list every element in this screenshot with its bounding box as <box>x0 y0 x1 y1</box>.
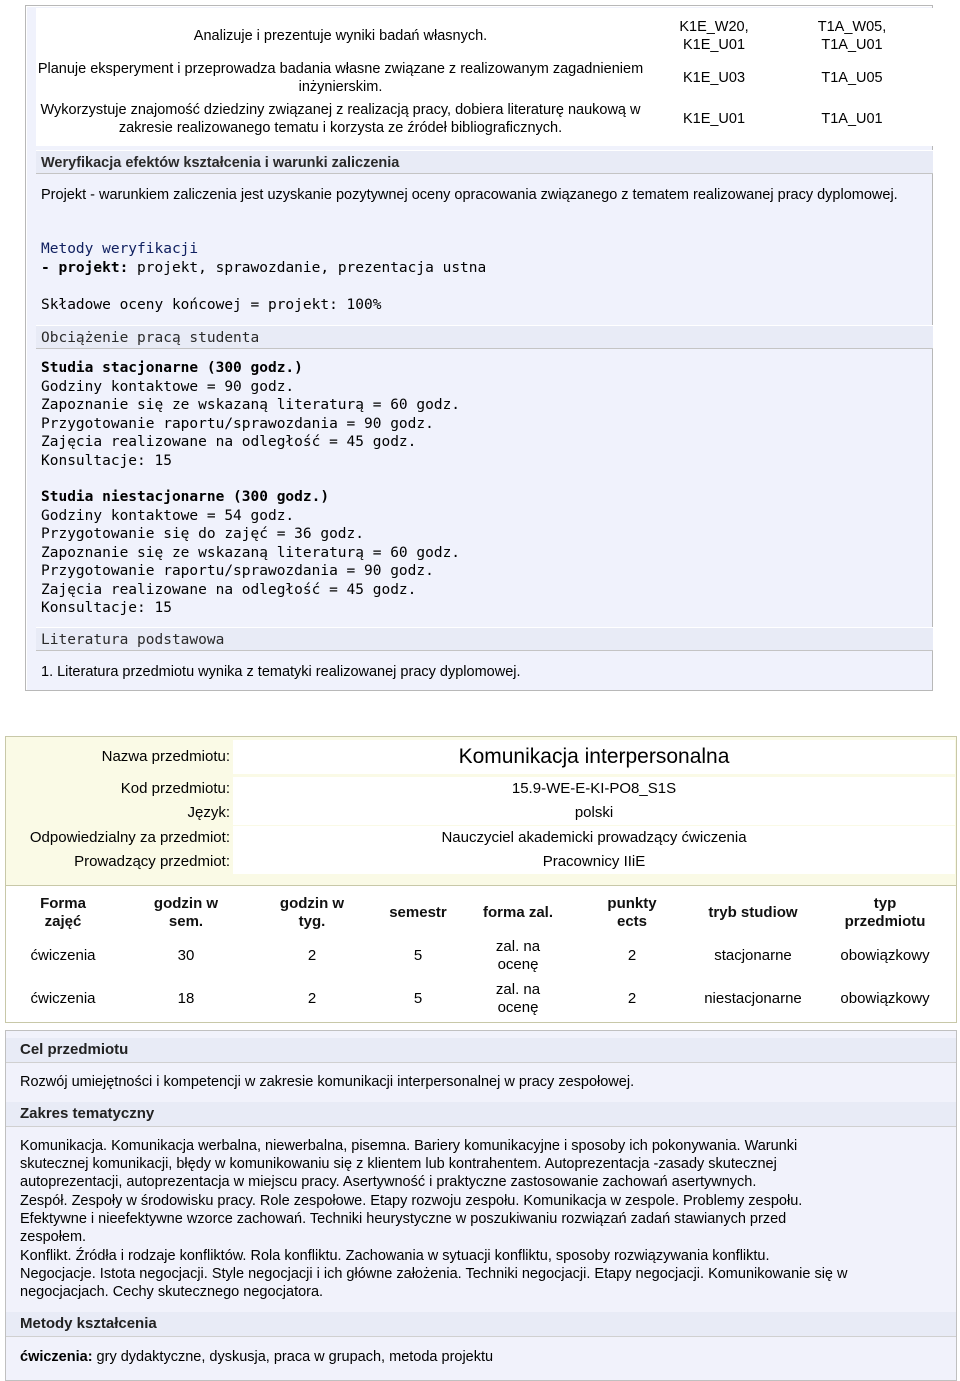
workload-header: Obciążenie pracą studenta <box>36 325 933 349</box>
outcome-row <box>36 16 926 56</box>
header-type: typ przedmiotu <box>844 895 926 930</box>
part-time-item: Przygotowanie się do zajęć = 36 godz. <box>41 526 365 542</box>
language-value: polski <box>233 801 955 825</box>
outcome-k1e: K1E_W20, K1E_U01 <box>679 19 749 53</box>
cell-assessment: zal. na ocenę <box>495 981 541 1016</box>
full-time-item: Zapoznanie się ze wskazaną literaturą = 60 godz. <box>41 397 461 413</box>
cell-type: obowiązkowy <box>840 947 930 964</box>
header-hours-sem: godzin w sem. <box>153 895 219 930</box>
scope-line: negocjacjach. Cechy skutecznego negocjatora. <box>20 1284 324 1300</box>
lecturer-label: Prowadzący przedmiot: <box>74 853 230 870</box>
methods-line <box>41 259 486 277</box>
cell-type: obowiązkowy <box>840 990 930 1007</box>
teaching-prefix: ćwiczenia: <box>20 1349 93 1365</box>
scope-line: Komunikacja. Komunikacja werbalna, niewerbalna, pisemna. Bariery komunikacyjne i sposoby ich pokonywania. Warunki <box>20 1138 798 1154</box>
cell-form: ćwiczenia <box>30 947 96 964</box>
course-name: Komunikacja interpersonalna <box>233 740 955 774</box>
cell-ects: 2 <box>627 990 637 1007</box>
outcome-k1e: K1E_U03 <box>682 70 746 86</box>
methods-text: projekt, sprawozdanie, prezentacja ustna <box>128 260 487 276</box>
final-grade: Składowe oceny końcowej = projekt: 100% <box>41 297 382 313</box>
responsible-value: Nauczyciel akademicki prowadzący ćwiczenia <box>233 826 955 850</box>
part-time-item: Zajęcia realizowane na odległość = 45 godz. <box>41 582 417 598</box>
cell-hours-sem: 18 <box>177 990 195 1007</box>
cell-assessment: zal. na ocenę <box>495 938 541 973</box>
teaching-text: gry dydaktyczne, dyskusja, praca w grupach, metoda projektu <box>92 1349 494 1365</box>
scope-line: Negocjacje. Istota negocjacji. Style negocjacji i ich główne założenia. Techniki negocjacji. Etapy negocjacji. Komunikowanie się w <box>20 1266 848 1282</box>
outcome-t1a: T1A_U01 <box>821 111 883 127</box>
scope-line: Konflikt. Źródła i rodzaje konfliktów. Rola konfliktu. Zachowania w sytuacji konfliktu, sposoby rozwiązywania konfliktu. <box>20 1248 770 1264</box>
cell-mode: stacjonarne <box>714 947 792 964</box>
methods-title: Metody weryfikacji <box>41 241 199 257</box>
literature-header: Literatura podstawowa <box>36 627 933 651</box>
part-time-title: Studia niestacjonarne (300 godz.) <box>41 489 330 505</box>
goal-title: Cel przedmiotu <box>20 1041 129 1058</box>
part-time-item: Konsultacje: 15 <box>41 600 172 616</box>
teaching-title: Metody kształcenia <box>20 1315 157 1332</box>
scope-line: autoprezentacji, autoprezentacja w miejscu pracy. Asertywność i praktyczne zastosowanie zachowań asertywnych. <box>20 1174 757 1190</box>
cell-semester: 5 <box>413 947 423 964</box>
course-name-label: Nazwa przedmiotu: <box>101 748 230 765</box>
header-form: Forma zajęć <box>40 895 86 930</box>
outcome-row <box>36 60 926 96</box>
part-time-item: Zapoznanie się ze wskazaną literaturą = 60 godz. <box>41 545 461 561</box>
outcome-t1a: T1A_W05, T1A_U01 <box>817 19 887 53</box>
outcome-text: Wykorzystuje znajomość dziedziny związanej z realizacją pracy, dobiera literaturę naukową w zakresie realizowanego tematu i korzysta ze źródeł bibliograficznych. <box>40 102 641 136</box>
goal-text: Rozwój umiejętności i kompetencji w zakresie komunikacji interpersonalnej w pracy zespołowej. <box>20 1074 635 1090</box>
course-code-label: Kod przedmiotu: <box>120 780 230 797</box>
scope-line: zespołem. <box>20 1229 87 1245</box>
cell-semester: 5 <box>413 990 423 1007</box>
responsible-label: Odpowiedzialny za przedmiot: <box>29 829 230 846</box>
header-ects: punkty ects <box>607 895 657 930</box>
outcome-row <box>36 100 926 138</box>
scope-line: skutecznej komunikacji, błędy w komunikowaniu się z klientem lub kontrahentem. Autoprezentacja -zasady skutecznej <box>20 1156 777 1172</box>
goal-header-bar <box>6 1038 956 1063</box>
literature-item: 1. Literatura przedmiotu wynika z tematyki realizowanej pracy dyplomowej. <box>41 664 521 680</box>
scope-title: Zakres tematyczny <box>20 1105 155 1122</box>
outcome-text: Planuje eksperyment i przeprowadza badania własne związane z realizowanym zagadnieniem inżynierskim. <box>37 61 644 95</box>
header-assessment: forma zal. <box>482 904 554 921</box>
verification-text: Projekt - warunkiem zaliczenia jest uzyskanie pozytywnej oceny opracowania związanego z tematem realizowanej pracy dyplomowej. <box>41 187 898 203</box>
cell-mode: niestacjonarne <box>704 990 802 1007</box>
outcome-text: Analizuje i prezentuje wyniki badań własnych. <box>193 28 488 44</box>
teaching-line <box>20 1348 940 1366</box>
course-code: 15.9-WE-E-KI-PO8_S1S <box>233 777 955 801</box>
header-semester: semestr <box>389 904 447 921</box>
cell-hours-sem: 30 <box>177 947 195 964</box>
header-mode: tryb studiow <box>708 904 798 921</box>
cell-hours-week: 2 <box>307 990 317 1007</box>
lecturer-value: Pracownicy IIiE <box>233 850 955 874</box>
cell-hours-week: 2 <box>307 947 317 964</box>
part-time-item: Godziny kontaktowe = 54 godz. <box>41 508 295 524</box>
full-time-item: Konsultacje: 15 <box>41 453 172 469</box>
cell-ects: 2 <box>627 947 637 964</box>
full-time-title: Studia stacjonarne (300 godz.) <box>41 360 303 376</box>
methods-prefix: - projekt: <box>41 260 129 276</box>
verification-header: Weryfikacja efektów kształcenia i warunki zaliczenia <box>36 150 933 174</box>
scope-line: Efektywne i nieefektywne wzorce zachowań. Techniki heurystyczne w poszukiwaniu rozwiązań zadań stawianych przed <box>20 1211 787 1227</box>
full-time-item: Przygotowanie raportu/sprawozdania = 90 godz. <box>41 416 434 432</box>
part-time-item: Przygotowanie raportu/sprawozdania = 90 godz. <box>41 563 434 579</box>
language-label: Język: <box>187 804 230 821</box>
scope-line: Zespół. Zespoły w środowisku pracy. Role zespołowe. Etapy rozwoju zespołu. Komunikacja w zespole. Problemy zespołu. <box>20 1193 803 1209</box>
outcome-k1e: K1E_U01 <box>682 111 746 127</box>
full-time-item: Godziny kontaktowe = 90 godz. <box>41 379 295 395</box>
header-hours-week: godzin w tyg. <box>279 895 345 930</box>
full-time-item: Zajęcia realizowane na odległość = 45 godz. <box>41 434 417 450</box>
outcome-t1a: T1A_U05 <box>821 70 883 86</box>
cell-form: ćwiczenia <box>30 990 96 1007</box>
